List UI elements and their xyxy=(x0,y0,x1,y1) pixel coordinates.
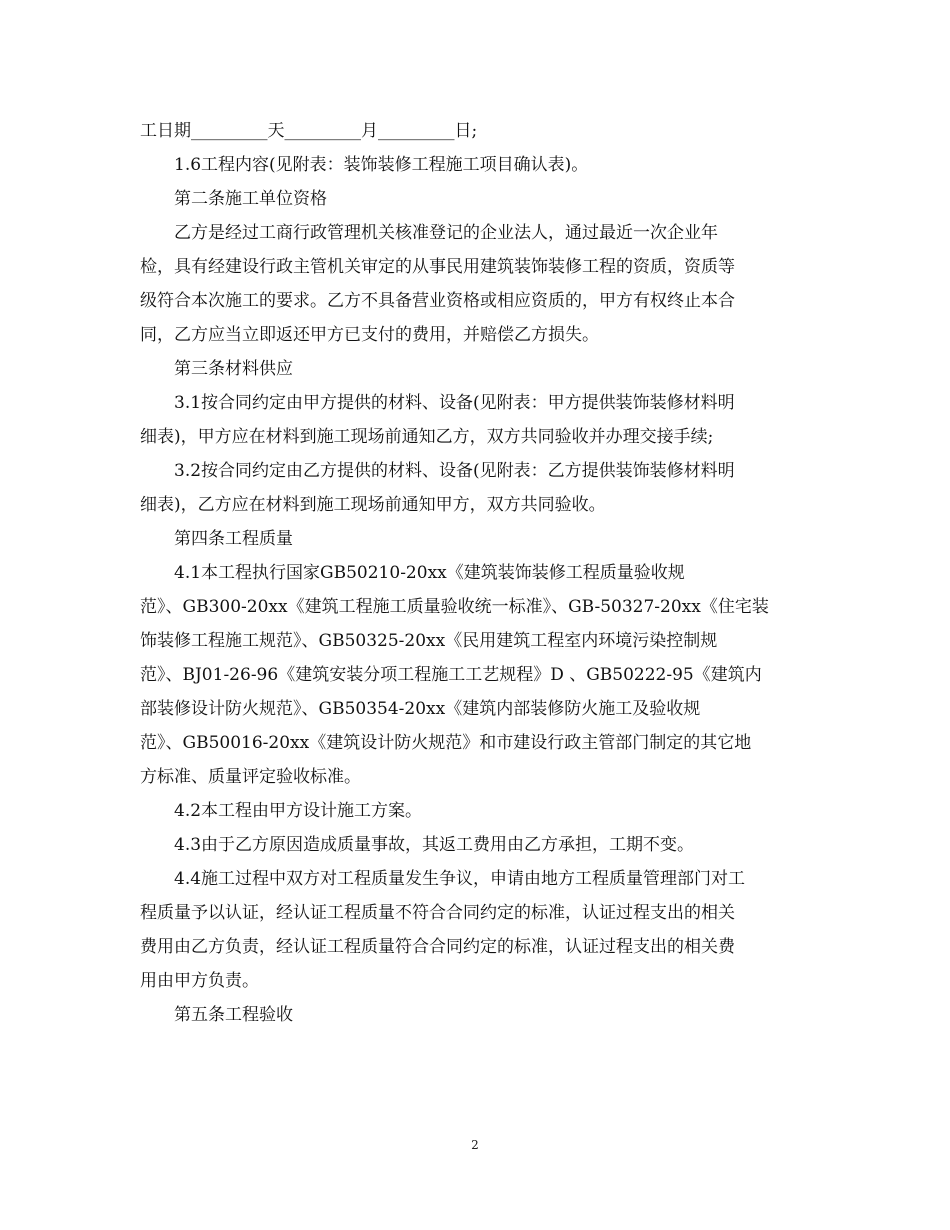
section-heading: 第三条材料供应 xyxy=(174,359,293,379)
text-line: 方标准、质量评定验收标准。 xyxy=(140,767,361,787)
text-line: 部装修设计防火规范》、GB50354-20xx《建筑内部装修防火施工及验收规 xyxy=(140,699,701,719)
text-line: 细表)，乙方应在材料到施工现场前通知甲方，双方共同验收。 xyxy=(140,495,606,515)
text-line: 范》、GB300-20xx《建筑工程施工质量验收统一标准》、GB-50327-20xx《住宅装 xyxy=(140,597,769,617)
text-line: 4.1本工程执行国家GB50210-20xx《建筑装饰装修工程质量验收规 xyxy=(174,563,685,583)
text-line: 饰装修工程施工规范》、GB50325-20xx《民用建筑工程室内环境污染控制规 xyxy=(140,631,718,651)
text-line: 3.1按合同约定由甲方提供的材料、设备(见附表：甲方提供装饰装修材料明 xyxy=(174,393,735,413)
text-line: 范》、GB50016-20xx《建筑设计防火规范》和市建设行政主管部门制定的其它地 xyxy=(140,733,752,753)
text-line: 4.3由于乙方原因造成质量事故，其返工费用由乙方承担，工期不变。 xyxy=(174,835,695,855)
document-body xyxy=(140,114,812,1032)
page-number: 2 xyxy=(471,1138,479,1152)
text-line: 费用由乙方负责，经认证工程质量符合合同约定的标准，认证过程支出的相关费 xyxy=(140,937,735,957)
text-line: 级符合本次施工的要求。乙方不具备营业资格或相应资质的，甲方有权终止本合 xyxy=(140,291,735,311)
text-line: 范》、BJ01-26-96《建筑安装分项工程施工工艺规程》D 、GB50222-95《建筑内 xyxy=(140,665,762,685)
section-heading: 第二条施工单位资格 xyxy=(174,189,327,209)
text-line: 1.6工程内容(见附表：装饰装修工程施工项目确认表)。 xyxy=(174,155,589,175)
text-line: 用由甲方负责。 xyxy=(140,971,259,991)
section-heading: 第四条工程质量 xyxy=(174,529,293,549)
text-line: 乙方是经过工商行政管理机关核准登记的企业法人，通过最近一次企业年 xyxy=(174,223,718,243)
text-line: 细表)，甲方应在材料到施工现场前通知乙方，双方共同验收并办理交接手续; xyxy=(140,427,714,447)
text-line: 同，乙方应当立即返还甲方已支付的费用，并赔偿乙方损失。 xyxy=(140,325,599,345)
text-line: 检，具有经建设行政主管机关审定的从事民用建筑装饰装修工程的资质，资质等 xyxy=(140,257,735,277)
text-line: 工日期_________天_________月_________日; xyxy=(140,121,478,141)
text-line: 4.2本工程由甲方设计施工方案。 xyxy=(174,801,423,821)
text-line: 4.4施工过程中双方对工程质量发生争议，申请由地方工程质量管理部门对工 xyxy=(174,869,746,889)
text-line: 3.2按合同约定由乙方提供的材料、设备(见附表：乙方提供装饰装修材料明 xyxy=(174,461,735,481)
text-line: 程质量予以认证，经认证工程质量不符合合同约定的标准，认证过程支出的相关 xyxy=(140,903,735,923)
section-heading: 第五条工程验收 xyxy=(174,1005,293,1025)
